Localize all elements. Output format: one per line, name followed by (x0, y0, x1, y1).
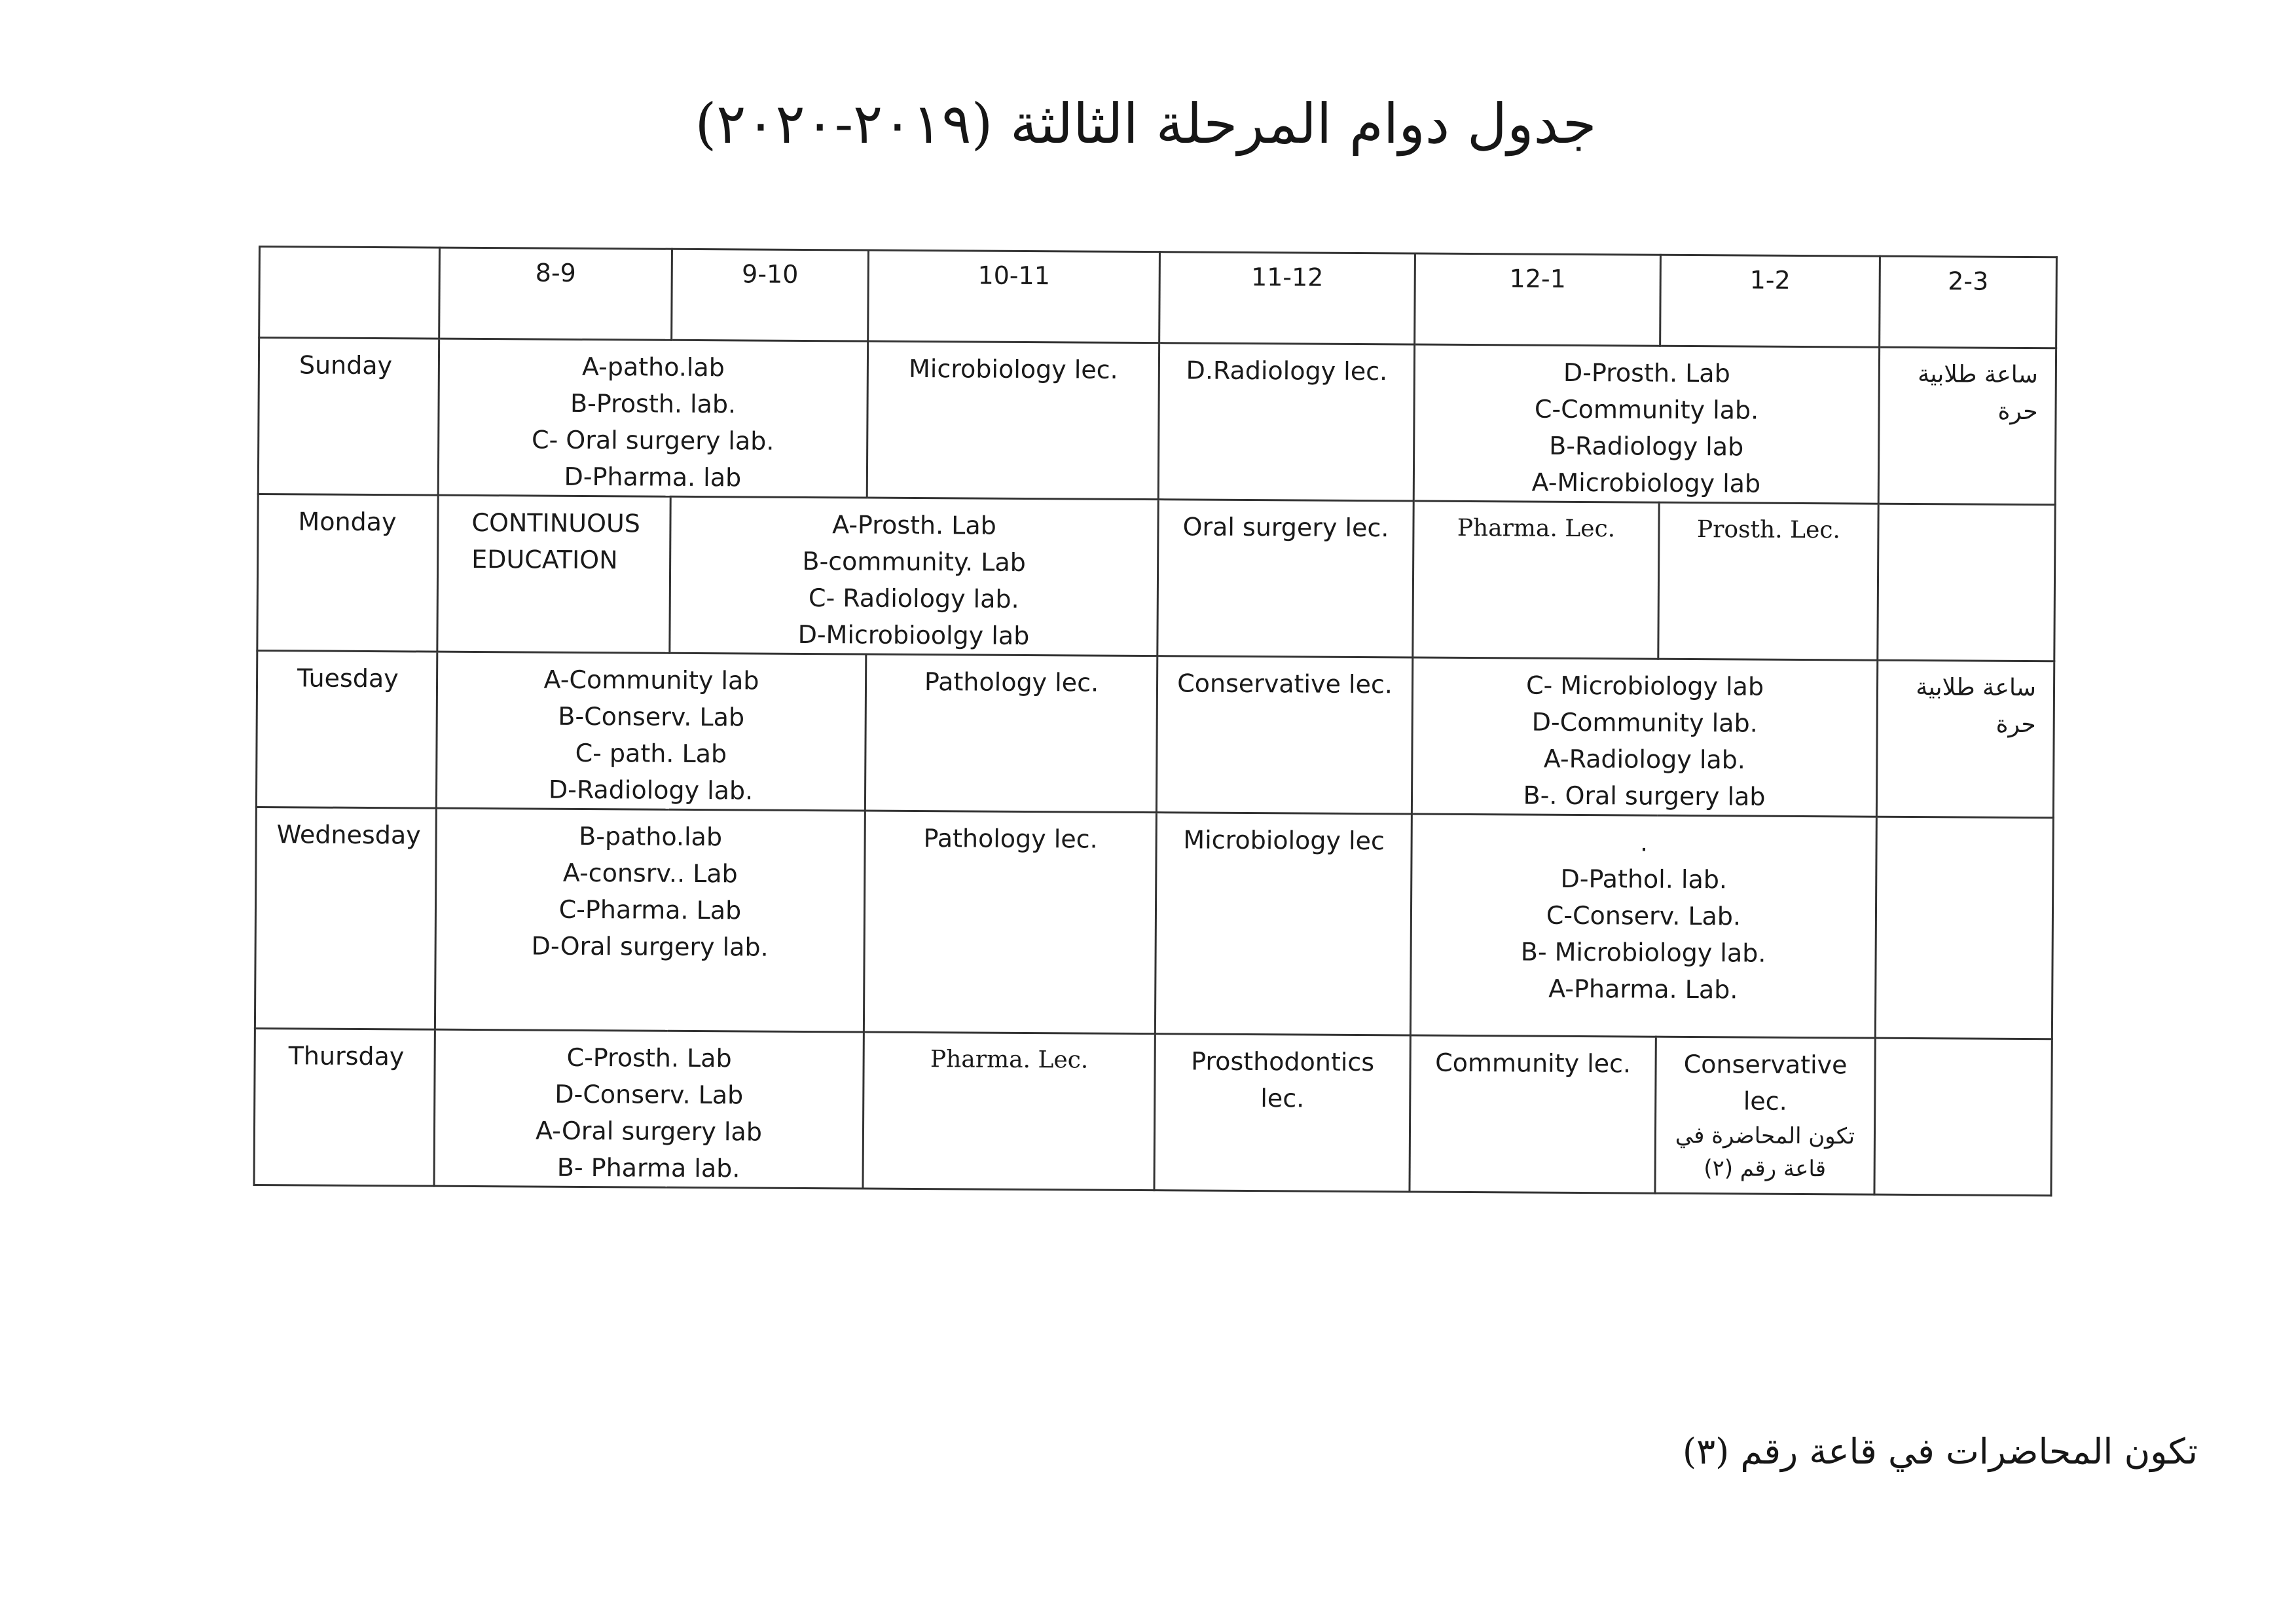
tuesday-lab2-line-4: B-. Oral surgery lab (1523, 781, 1766, 811)
sunday-lab-line-3: C- Oral surgery lab. (531, 425, 774, 456)
thursday-lecture-1-2 (1655, 1037, 1875, 1194)
tuesday-lab2-line-3: A-Radiology lab. (1543, 744, 1746, 775)
tuesday-lab-block-8-10 (436, 652, 866, 811)
sunday-free-hour-line-1: ساعة طلابية (1918, 361, 2038, 389)
wednesday-slot-2-3 (1875, 817, 2053, 1039)
header-slot-11-12: 11-12 (1159, 252, 1415, 344)
wednesday-lab2-line-5: A-Pharma. Lab. (1548, 974, 1738, 1005)
monday-ce-line-2: EDUCATION (471, 544, 618, 575)
wednesday-lab2-line-2: D-Pathol. lab. (1560, 864, 1728, 895)
wednesday-lab2-line-1: . (1639, 828, 1649, 857)
sunday-lecture-11-12: D.Radiology lec. (1158, 343, 1414, 501)
thursday-lab-block-8-10 (434, 1029, 864, 1189)
tuesday-free-hour-line-2: حرة (1995, 710, 2036, 739)
page-title: جدول دوام المرحلة الثالثة (٢٠١٩-٢٠٢٠) (695, 92, 1597, 156)
wednesday-lab-line-1: B-patho.lab (579, 821, 723, 852)
tuesday-lab-line-2: B-Conserv. Lab (558, 701, 745, 732)
monday-ce-line-1: CONTINUOUS (471, 507, 640, 538)
footer-note: تكون المحاضرات في قاعة رقم (٣) (1683, 1431, 2198, 1472)
tuesday-lab2-line-2: D-Community lab. (1531, 707, 1758, 738)
day-row-sunday (258, 338, 2056, 505)
thursday-lecture-10-11: Pharma. Lec. (863, 1032, 1155, 1190)
sunday-lab2-line-3: B-Radiology lab (1549, 431, 1744, 462)
wednesday-lab2-line-4: B- Microbiology lab. (1520, 937, 1766, 968)
day-row-tuesday (256, 650, 2054, 817)
thursday-slot-2-3 (1874, 1038, 2052, 1196)
tuesday-lab-line-4: D-Radiology lab. (548, 775, 754, 805)
thursday-lecture-1-2-line-1: Conservative (1683, 1049, 1848, 1080)
wednesday-lecture-10-11: Pathology lec. (864, 811, 1156, 1034)
monday-lab-line-4: D-Microbioolgy lab (797, 619, 1030, 650)
tuesday-lab-line-1: A-Community lab (543, 665, 759, 695)
thursday-room-note-line-1: تكون المحاضرة في (1675, 1122, 1855, 1150)
wednesday-lab-line-4: D-Oral surgery lab. (531, 931, 769, 962)
sunday-lab2-line-2: C-Community lab. (1534, 394, 1759, 425)
thursday-lab-line-1: C-Prosth. Lab (566, 1043, 732, 1073)
monday-lecture-12-1: Pharma. Lec. (1413, 501, 1659, 659)
monday-lab-line-2: B-community. Lab (802, 546, 1026, 577)
wednesday-lecture-11-12: Microbiology lec (1155, 813, 1412, 1035)
monday-lab-line-3: C- Radiology lab. (808, 583, 1019, 614)
sunday-lab-line-4: D-Pharma. lab (564, 462, 742, 492)
header-slot-12-1: 12-1 (1415, 253, 1661, 346)
schedule-table (253, 246, 2057, 1196)
wednesday-lab-line-3: C-Pharma. Lab (558, 895, 742, 925)
wednesday-lab-line-2: A-consrv.. Lab (562, 858, 738, 889)
sunday-free-hour-2-3 (1878, 347, 2056, 505)
day-label-tuesday: Tuesday (256, 650, 437, 808)
tuesday-free-hour-2-3 (1876, 660, 2054, 818)
monday-lab-block-9-11 (670, 496, 1158, 655)
wednesday-lab2-line-3: C-Conserv. Lab. (1546, 900, 1741, 931)
thursday-lecture-11-12-line-1: Prosthodontics (1191, 1046, 1375, 1077)
header-slot-9-10: 9-10 (672, 249, 869, 341)
tuesday-lab-block-12-2 (1412, 657, 1877, 817)
monday-continuous-education-8-9 (437, 495, 670, 653)
sunday-lab-line-2: B-Prosth. lab. (570, 388, 737, 419)
header-slot-10-11: 10-11 (868, 250, 1160, 343)
monday-slot-2-3 (1878, 504, 2055, 661)
header-row (259, 247, 2057, 348)
tuesday-lab2-line-1: C- Microbiology lab (1525, 671, 1764, 701)
day-row-thursday (254, 1028, 2052, 1195)
sunday-lab2-line-4: A-Microbiology lab (1531, 468, 1761, 498)
header-slot-1-2: 1-2 (1660, 255, 1880, 347)
tuesday-lecture-11-12: Conservative lec. (1156, 656, 1412, 814)
thursday-room-note-line-2: قاعة رقم (٢) (1704, 1155, 1827, 1183)
schedule-table-wrapper (253, 246, 2057, 1196)
thursday-lab-line-2: D-Conserv. Lab (555, 1079, 744, 1110)
sunday-lab-block-8-10 (438, 339, 867, 498)
header-slot-2-3: 2-3 (1880, 256, 2057, 348)
wednesday-lab-block-8-10 (435, 808, 865, 1032)
day-label-monday: Monday (257, 494, 438, 652)
sunday-lab-line-1: A-patho.lab (581, 352, 725, 382)
thursday-lab-line-3: A-Oral surgery lab (535, 1116, 763, 1147)
day-label-sunday: Sunday (258, 338, 439, 496)
sunday-lecture-10-11: Microbiology lec. (867, 341, 1159, 500)
wednesday-lab-block-12-2 (1410, 814, 1876, 1038)
header-corner-cell (259, 247, 440, 339)
tuesday-free-hour-line-1: ساعة طلابية (1916, 674, 2037, 702)
day-label-thursday: Thursday (254, 1028, 435, 1186)
monday-lecture-1-2: Prosth. Lec. (1658, 502, 1878, 660)
day-label-wednesday: Wednesday (255, 807, 436, 1029)
thursday-lecture-12-1: Community lec. (1410, 1035, 1656, 1193)
header-slot-8-9: 8-9 (439, 248, 672, 340)
tuesday-lecture-10-11: Pathology lec. (865, 654, 1157, 813)
monday-lab-line-1: A-Prosth. Lab (832, 510, 996, 540)
thursday-lab-line-4: B- Pharma lab. (556, 1153, 740, 1183)
tuesday-lab-line-3: C- path. Lab (575, 738, 727, 769)
sunday-free-hour-line-2: حرة (1997, 397, 2038, 426)
day-row-monday (257, 494, 2055, 661)
sunday-lab2-line-1: D-Prosth. Lab (1563, 358, 1730, 388)
thursday-lecture-11-12 (1154, 1034, 1410, 1192)
monday-lecture-11-12: Oral surgery lec. (1157, 500, 1413, 657)
thursday-lecture-11-12-line-2: lec. (1260, 1084, 1305, 1113)
thursday-lecture-1-2-line-2: lec. (1743, 1086, 1787, 1116)
sunday-lab-block-12-2 (1413, 344, 1879, 504)
day-row-wednesday (255, 807, 2053, 1039)
